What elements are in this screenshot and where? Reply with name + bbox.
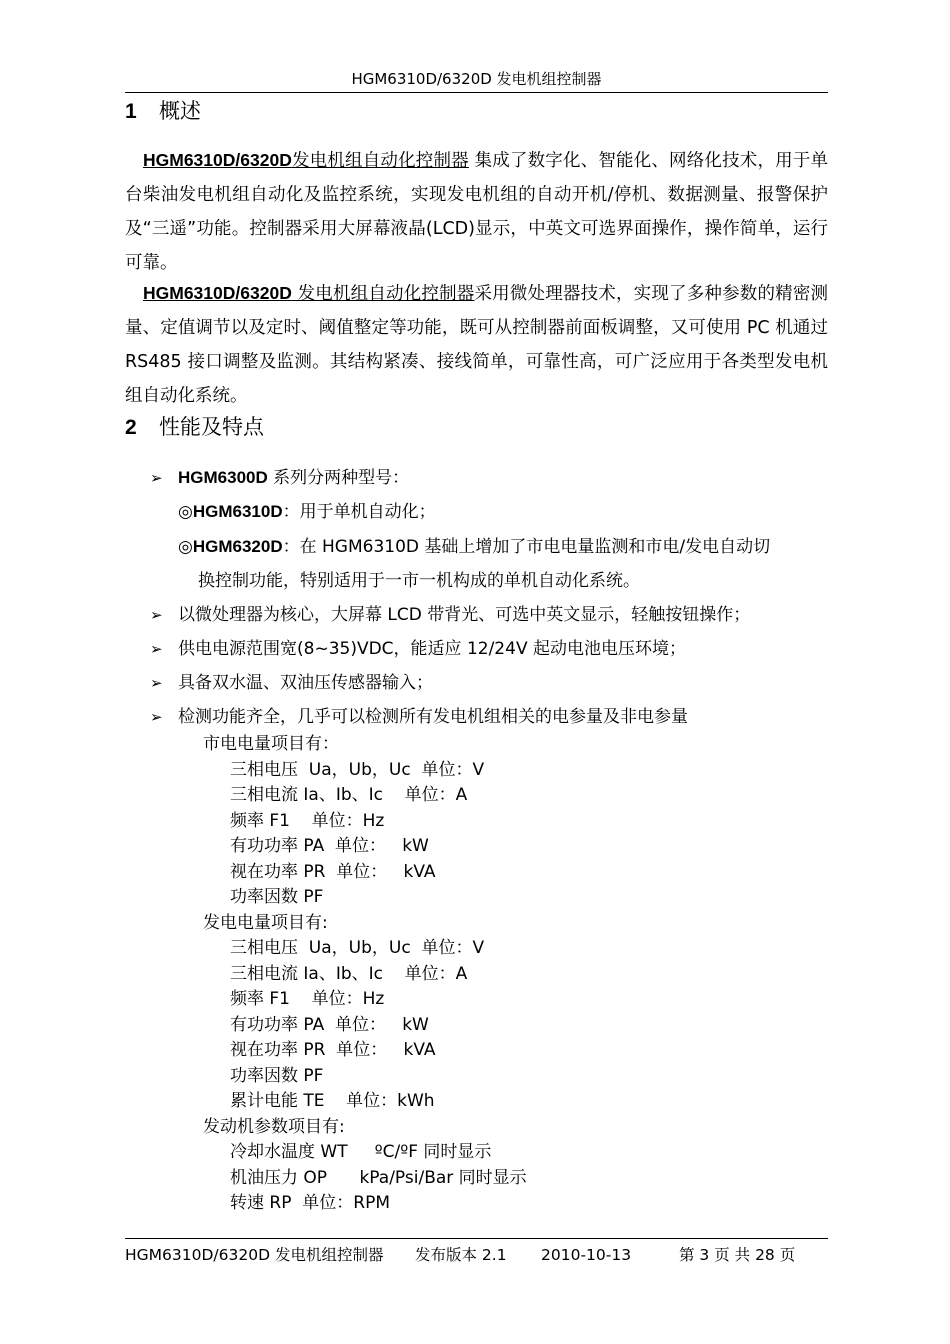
- arrow-bullet-icon: ➢: [150, 469, 163, 487]
- model-description: ：用于单机自动化；: [282, 502, 436, 522]
- circle-mark-icon: ◎: [178, 502, 193, 522]
- feature-bullet-series: [150, 466, 409, 490]
- page-header: HGM6310D/6320D 发电机组控制器: [351, 70, 602, 88]
- model-name: HGM6310D: [192, 502, 283, 521]
- footer-product: HGM6310D/6320D 发电机组控制器: [125, 1246, 384, 1264]
- footer-version: 发布版本 2.1: [415, 1246, 507, 1264]
- generator-measurement-item: 频率 F1 单位：Hz: [230, 989, 385, 1009]
- section-heading-features: [125, 413, 264, 442]
- arrow-bullet-icon: ➢: [150, 674, 163, 692]
- arrow-bullet-icon: ➢: [150, 708, 163, 726]
- section-title: 性能及特点: [159, 415, 264, 439]
- bullet-text: 供电电源范围宽(8~35)VDC，能适应 12/24V 起动电池电压环境；: [178, 639, 686, 659]
- model-6320d-line: [178, 535, 770, 559]
- circle-mark-icon: ◎: [178, 537, 193, 557]
- mains-measurement-item: 三相电流 Ia、Ib、Ic 单位：A: [230, 785, 468, 805]
- model-6310d-line: [178, 500, 436, 524]
- generator-measurement-item: 有功功率 PA 单位： kW: [230, 1015, 429, 1035]
- engine-parameter-item: 冷却水温度 WT ºC/ºF 同时显示: [230, 1142, 492, 1162]
- feature-bullet-processor: [150, 603, 750, 627]
- overview-paragraph-1: [125, 143, 828, 280]
- footer-divider: [125, 1238, 828, 1239]
- paragraph-text: 集成了数字化、智能化、网络化技术，用于单台柴油发电机组自动化及监控系统，实现发电机组的自动开机/停机、数据测量、报警保护及“三遥”功能。控制器采用大屏幕液晶(LCD)显示，中英文可选界面操作，操作简单，运行可靠。: [125, 151, 829, 273]
- product-name: 发电机组自动化控制器: [291, 151, 469, 171]
- section-heading-overview: [125, 97, 201, 126]
- engine-parameter-item: 机油压力 OP kPa/Psi/Bar 同时显示: [230, 1168, 527, 1188]
- overview-paragraph-2: [125, 276, 828, 413]
- generator-measurements-title: 发电电量项目有:: [203, 913, 328, 933]
- feature-bullet-power: [150, 637, 686, 661]
- bullet-text: 检测功能齐全，几乎可以检测所有发电机组相关的电参量及非电参量: [178, 707, 688, 727]
- engine-parameter-item: 转速 RP 单位：RPM: [230, 1193, 391, 1213]
- footer-date: 2010-10-13: [541, 1246, 632, 1264]
- bullet-text: 具备双水温、双油压传感器输入；: [178, 673, 433, 693]
- feature-bullet-detection: [150, 705, 688, 729]
- mains-measurement-item: 视在功率 PR 单位： kVA: [230, 862, 436, 882]
- bullet-text: 系列分两种型号：: [267, 468, 410, 488]
- product-model: HGM6310D/6320D: [143, 283, 292, 303]
- series-model: HGM6300D: [178, 468, 268, 487]
- product-name: 发电机组自动化控制器: [291, 284, 475, 304]
- bullet-text: 以微处理器为核心，大屏幕 LCD 带背光、可选中英文显示，轻触按钮操作；: [178, 605, 751, 625]
- mains-measurement-item: 三相电压 Ua，Ub，Uc 单位：V: [230, 760, 485, 780]
- generator-measurement-item: 视在功率 PR 单位： kVA: [230, 1040, 436, 1060]
- mains-measurement-item: 功率因数 PF: [230, 887, 324, 907]
- generator-measurement-item: 功率因数 PF: [230, 1066, 324, 1086]
- mains-measurements-title: 市电电量项目有：: [203, 734, 339, 754]
- feature-bullet-sensors: [150, 671, 433, 695]
- product-model: HGM6310D/6320D: [143, 150, 292, 170]
- generator-measurement-item: 累计电能 TE 单位：kWh: [230, 1091, 435, 1111]
- header-divider: [125, 92, 828, 93]
- model-6320d-continuation: 换控制功能，特别适用于一市一机构成的单机自动化系统。: [198, 571, 640, 591]
- section-title: 概述: [159, 99, 201, 123]
- model-description: ：在 HGM6310D 基础上增加了市电电量监测和市电/发电自动切: [282, 537, 771, 557]
- mains-measurement-item: 有功功率 PA 单位： kW: [230, 836, 429, 856]
- section-number: 1: [125, 100, 137, 123]
- engine-parameters-title: 发动机参数项目有:: [203, 1117, 345, 1137]
- generator-measurement-item: 三相电流 Ia、Ib、Ic 单位：A: [230, 964, 468, 984]
- arrow-bullet-icon: ➢: [150, 640, 163, 658]
- arrow-bullet-icon: ➢: [150, 606, 163, 624]
- mains-measurement-item: 频率 F1 单位：Hz: [230, 811, 385, 831]
- paragraph-text: 采用微处理器技术，实现了多种参数的精密测量、定值调节以及定时、阈值整定等功能，既可从控制器前面板调整，又可使用 PC 机通过 RS485 接口调整及监测。其结构紧凑、接线简单，可靠性高，可广泛应用于各类型发电机组自动化系统。: [125, 284, 829, 406]
- footer-page-number: 第 3 页 共 28 页: [679, 1246, 796, 1264]
- generator-measurement-item: 三相电压 Ua，Ub，Uc 单位：V: [230, 938, 485, 958]
- model-name: HGM6320D: [192, 537, 283, 556]
- section-number: 2: [125, 416, 137, 439]
